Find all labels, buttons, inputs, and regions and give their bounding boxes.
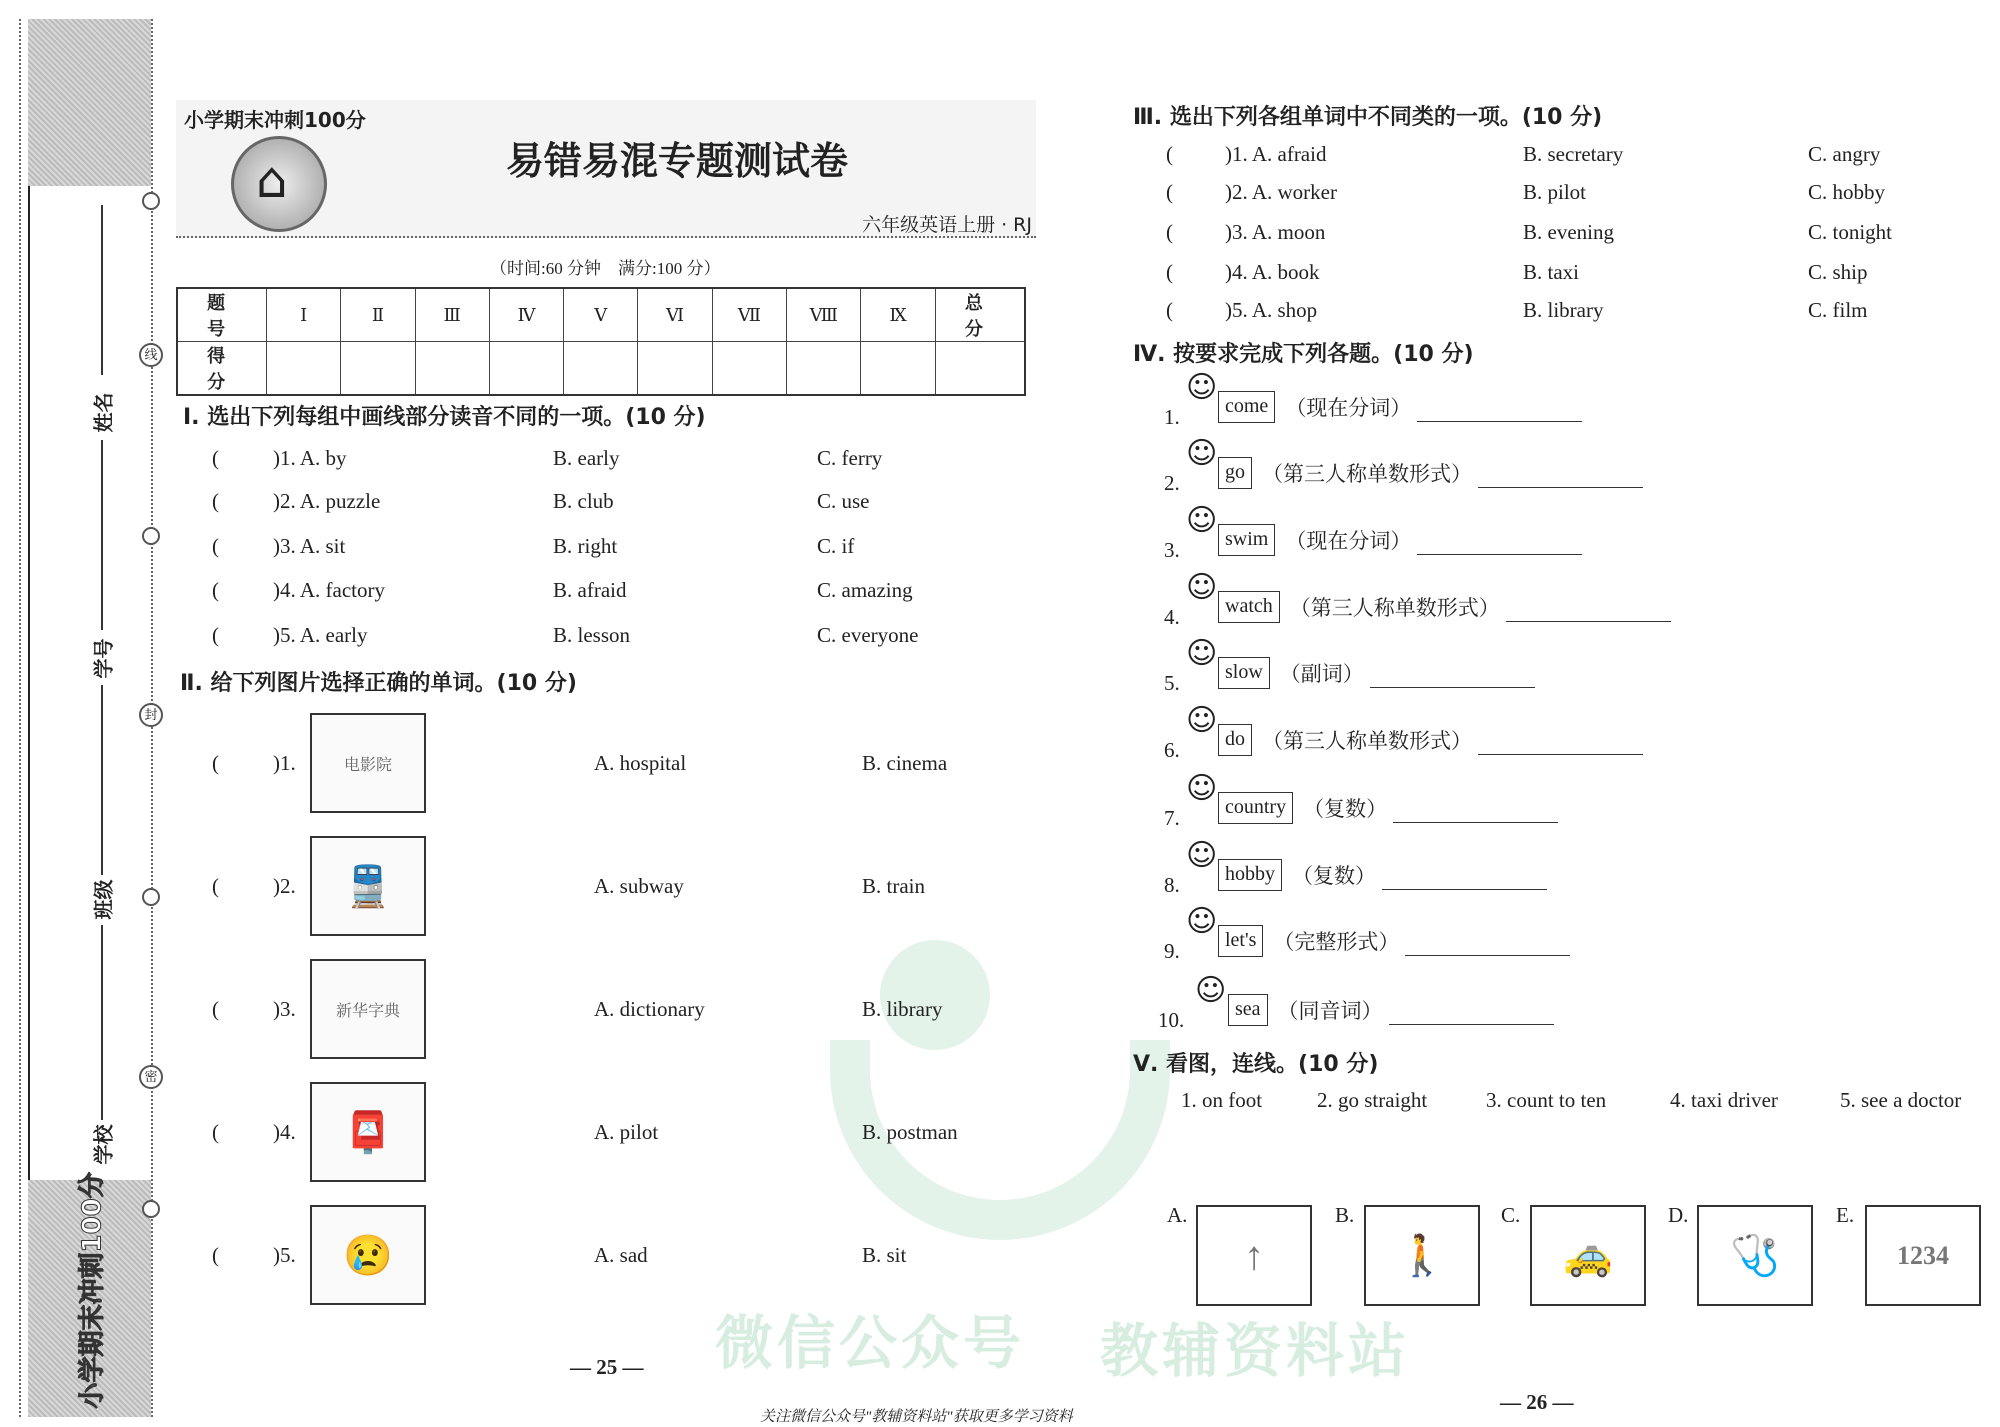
- score-cell[interactable]: [638, 342, 712, 396]
- requirement-with-blank: [1273, 926, 1570, 956]
- page-title: 易错易混专题测试卷: [506, 141, 849, 183]
- requirement: （现在分词）: [1285, 529, 1412, 553]
- answer-paren[interactable]: (: [212, 997, 219, 1021]
- word-box: sea: [1228, 994, 1268, 1026]
- col-header: Ⅶ: [712, 288, 786, 342]
- section5-heading: Ⅴ. 看图，连线。(10 分): [1133, 1052, 1379, 1077]
- kid-figure-icon: ☺: [1186, 570, 1218, 605]
- kid-figure-icon: ☺: [1186, 636, 1218, 671]
- answer-paren[interactable]: (: [1166, 142, 1173, 166]
- word-and-requirement: [1218, 591, 1671, 623]
- word-and-requirement: [1218, 792, 1558, 824]
- total-header: 总 分: [935, 288, 1025, 342]
- picture-label: E.: [1836, 1203, 1855, 1227]
- match-picture[interactable]: [1530, 1205, 1646, 1306]
- page-number-right: — 26 —: [1500, 1390, 1574, 1414]
- option-a: )4. A. factory: [273, 578, 385, 602]
- option-b: B. cinema: [862, 751, 948, 775]
- option-a: )4. A. book: [1225, 260, 1320, 284]
- match-phrase[interactable]: 2. go straight: [1317, 1088, 1428, 1112]
- word-box: country: [1218, 792, 1293, 824]
- option-c: C. amazing: [817, 578, 913, 602]
- question-number: )2.: [273, 874, 296, 898]
- word-and-requirement: [1218, 657, 1535, 689]
- option-b: B. early: [553, 446, 620, 470]
- item-number: 9.: [1164, 939, 1180, 963]
- picture-label: D.: [1668, 1203, 1689, 1227]
- requirement: （同音词）: [1277, 999, 1383, 1023]
- col-header: Ⅳ: [489, 288, 563, 342]
- option-c: C. everyone: [817, 623, 919, 647]
- answer-paren[interactable]: (: [1166, 298, 1173, 322]
- item-number: 10.: [1158, 1008, 1185, 1032]
- answer-paren[interactable]: (: [212, 1243, 219, 1267]
- time-note: （时间:60 分钟 满分:100 分）: [490, 259, 721, 278]
- seal-char: 密: [139, 1065, 163, 1089]
- requirement-with-blank: [1290, 592, 1671, 622]
- logo-text: 小学期末冲刺100分: [184, 108, 366, 132]
- answer-blank[interactable]: [1417, 402, 1582, 422]
- match-picture[interactable]: [1697, 1205, 1813, 1306]
- item-number: 5.: [1164, 671, 1180, 695]
- option-a: )2. A. worker: [1225, 180, 1337, 204]
- kid-figure-icon: ☺: [1186, 904, 1218, 939]
- requirement-with-blank: [1262, 458, 1643, 488]
- answer-blank[interactable]: [1405, 936, 1570, 956]
- picture-content: 🩺: [1730, 1233, 1780, 1278]
- question-picture: [310, 1082, 426, 1182]
- requirement-with-blank: [1285, 392, 1582, 422]
- word-box: slow: [1218, 657, 1270, 689]
- answer-blank[interactable]: [1370, 668, 1535, 688]
- match-picture[interactable]: [1196, 1205, 1312, 1306]
- answer-paren[interactable]: (: [1166, 260, 1173, 284]
- answer-blank[interactable]: [1417, 535, 1582, 555]
- option-b: B. sit: [862, 1243, 907, 1267]
- kid-figure-icon: ☺: [1186, 771, 1218, 806]
- option-c: C. film: [1808, 298, 1868, 322]
- item-number: 2.: [1164, 471, 1180, 495]
- item-number: 3.: [1164, 538, 1180, 562]
- section2-heading: Ⅱ. 给下列图片选择正确的单词。(10 分): [180, 671, 577, 696]
- kid-figure-icon: ☺: [1195, 973, 1227, 1008]
- question-picture: [310, 836, 426, 936]
- option-b: B. club: [553, 489, 614, 513]
- item-number: 7.: [1164, 806, 1180, 830]
- answer-blank[interactable]: [1393, 803, 1558, 823]
- option-a: )1. A. afraid: [1225, 142, 1327, 166]
- option-c: C. ferry: [817, 446, 883, 470]
- option-a: )3. A. moon: [1225, 220, 1326, 244]
- picture-caption: 电影院: [343, 756, 392, 774]
- answer-paren[interactable]: (: [212, 623, 219, 647]
- student-id-field-label: 学号: [91, 638, 116, 679]
- col-header: Ⅸ: [861, 288, 935, 342]
- item-number: 1.: [1164, 405, 1180, 429]
- kid-figure-icon: ☺: [1186, 370, 1218, 405]
- col-header: Ⅰ: [267, 288, 341, 342]
- col-header: Ⅴ: [564, 288, 638, 342]
- picture-caption: 新华字典: [335, 1002, 400, 1020]
- house-icon: ⌂: [256, 151, 288, 209]
- word-and-requirement: [1218, 925, 1570, 957]
- option-a: )1. A. by: [273, 446, 347, 470]
- requirement: （第三人称单数形式）: [1262, 729, 1472, 753]
- word-box: do: [1218, 724, 1252, 756]
- picture-content: 1234: [1897, 1240, 1949, 1270]
- kid-figure-icon: ☺: [1186, 503, 1218, 538]
- option-b: B. right: [553, 534, 618, 558]
- word-box: hobby: [1218, 859, 1282, 891]
- requirement: （副词）: [1279, 662, 1364, 686]
- answer-paren[interactable]: (: [1166, 180, 1173, 204]
- option-c: C. use: [817, 489, 870, 513]
- word-and-requirement: [1228, 994, 1554, 1026]
- requirement: （完整形式）: [1273, 930, 1400, 954]
- row-label: 得 分: [177, 342, 267, 396]
- requirement: （第三人称单数形式）: [1289, 596, 1500, 620]
- school-field-label: 学校: [91, 1124, 116, 1165]
- option-a: A. dictionary: [594, 997, 705, 1021]
- row-label: 题 号: [177, 288, 267, 342]
- requirement: （第三人称单数形式）: [1262, 462, 1472, 486]
- answer-paren[interactable]: (: [212, 1120, 219, 1144]
- score-cell[interactable]: [712, 342, 786, 396]
- score-cell[interactable]: [861, 342, 935, 396]
- score-cell[interactable]: [415, 342, 489, 396]
- picture-content: ↑: [1244, 1233, 1264, 1278]
- option-c: C. if: [817, 534, 855, 558]
- option-b: B. train: [862, 874, 925, 898]
- option-a: )3. A. sit: [273, 534, 346, 558]
- grade-subtitle: 六年级英语上册 · RJ: [862, 214, 1032, 236]
- answer-paren[interactable]: (: [212, 874, 219, 898]
- name-field-label: 姓名: [91, 392, 116, 433]
- option-a: A. subway: [594, 874, 684, 898]
- option-b: B. taxi: [1523, 260, 1579, 284]
- answer-paren[interactable]: (: [1166, 220, 1173, 244]
- item-number: 6.: [1164, 738, 1180, 762]
- option-a: A. pilot: [594, 1120, 659, 1144]
- question-picture: [310, 959, 426, 1059]
- requirement-with-blank: [1285, 525, 1582, 555]
- option-b: B. postman: [862, 1120, 958, 1144]
- col-header: Ⅲ: [415, 288, 489, 342]
- option-c: C. angry: [1808, 142, 1881, 166]
- watermark-line2: 教辅资料站: [1100, 1317, 1411, 1385]
- answer-blank[interactable]: [1506, 602, 1671, 622]
- question-number: )4.: [273, 1120, 296, 1144]
- option-a: A. sad: [594, 1243, 648, 1267]
- requirement-with-blank: [1292, 860, 1547, 890]
- option-a: )5. A. shop: [1225, 298, 1318, 322]
- match-picture[interactable]: [1865, 1205, 1981, 1306]
- item-number: 8.: [1164, 873, 1180, 897]
- picture-caption: 🚆: [343, 863, 393, 909]
- picture-caption: 😢: [343, 1232, 393, 1278]
- watermark-line1: 微信公众号: [715, 1309, 1026, 1377]
- option-a: )2. A. puzzle: [273, 489, 381, 513]
- question-number: )1.: [273, 751, 296, 775]
- score-cell[interactable]: [267, 342, 341, 396]
- match-phrase[interactable]: 4. taxi driver: [1670, 1088, 1778, 1112]
- item-number: 4.: [1164, 605, 1180, 629]
- word-and-requirement: [1218, 859, 1547, 891]
- section1-heading: Ⅰ. 选出下列每组中画线部分读音不同的一项。(10 分): [183, 405, 706, 430]
- question-picture: [310, 1205, 426, 1305]
- option-b: B. library: [1523, 298, 1604, 322]
- requirement: （复数）: [1303, 797, 1388, 821]
- match-phrase[interactable]: 5. see a doctor: [1840, 1088, 1962, 1112]
- requirement: （现在分词）: [1285, 396, 1412, 420]
- picture-caption: 📮: [343, 1109, 393, 1155]
- word-and-requirement: [1218, 457, 1643, 489]
- option-c: C. ship: [1808, 260, 1868, 284]
- picture-content: 🚶: [1397, 1233, 1447, 1278]
- match-phrase[interactable]: 3. count to ten: [1486, 1088, 1607, 1112]
- question-number: )5.: [273, 1243, 296, 1267]
- option-a: )5. A. early: [273, 623, 368, 647]
- requirement-with-blank: [1280, 658, 1535, 688]
- option-b: B. secretary: [1523, 142, 1624, 166]
- score-cell[interactable]: [935, 342, 1025, 396]
- answer-blank[interactable]: [1478, 468, 1643, 488]
- answer-paren[interactable]: (: [212, 578, 219, 602]
- word-and-requirement: [1218, 524, 1582, 556]
- col-header: Ⅷ: [787, 288, 861, 342]
- score-cell[interactable]: [564, 342, 638, 396]
- answer-paren[interactable]: (: [212, 446, 219, 470]
- col-header: Ⅵ: [638, 288, 712, 342]
- picture-label: B.: [1335, 1203, 1355, 1227]
- word-box: come: [1218, 391, 1275, 423]
- option-b: B. library: [862, 997, 943, 1021]
- kid-figure-icon: ☺: [1186, 703, 1218, 738]
- section3-heading: Ⅲ. 选出下列各组单词中不同类的一项。(10 分): [1133, 105, 1603, 130]
- sidebar-brand: 小学期末冲刺100分: [77, 1172, 108, 1409]
- section4-heading: Ⅳ. 按要求完成下列各题。(10 分): [1133, 342, 1474, 367]
- option-c: C. hobby: [1808, 180, 1886, 204]
- question-number: )3.: [273, 997, 296, 1021]
- answer-blank[interactable]: [1382, 870, 1547, 890]
- requirement-with-blank: [1262, 725, 1643, 755]
- answer-paren[interactable]: (: [212, 489, 219, 513]
- footer-note: 关注微信公众号"教辅资料站"获取更多学习资料: [760, 1409, 1073, 1425]
- score-cell[interactable]: [341, 342, 415, 396]
- requirement: （复数）: [1292, 864, 1376, 888]
- score-cell[interactable]: [489, 342, 563, 396]
- word-and-requirement: [1218, 391, 1582, 423]
- requirement-with-blank: [1278, 995, 1554, 1025]
- word-box: go: [1218, 457, 1252, 489]
- kid-figure-icon: ☺: [1186, 838, 1218, 873]
- option-b: B. evening: [1523, 220, 1614, 244]
- option-c: C. tonight: [1808, 220, 1893, 244]
- class-field-label: 班级: [91, 879, 116, 920]
- answer-paren[interactable]: (: [212, 751, 219, 775]
- score-cell[interactable]: [787, 342, 861, 396]
- option-a: A. hospital: [594, 751, 687, 775]
- picture-label: A.: [1167, 1203, 1188, 1227]
- answer-blank[interactable]: [1389, 1005, 1554, 1025]
- option-b: B. afraid: [553, 578, 627, 602]
- option-b: B. pilot: [1523, 180, 1587, 204]
- option-b: B. lesson: [553, 623, 631, 647]
- picture-content: 🚕: [1563, 1233, 1613, 1278]
- question-picture: [310, 713, 426, 813]
- kid-figure-icon: ☺: [1186, 436, 1218, 471]
- word-box: swim: [1218, 524, 1275, 556]
- col-header: Ⅱ: [341, 288, 415, 342]
- answer-paren[interactable]: (: [212, 534, 219, 558]
- seal-char: 线: [139, 343, 163, 367]
- word-box: let's: [1218, 925, 1263, 957]
- page-number-left: — 25 —: [570, 1355, 644, 1379]
- picture-label: C.: [1501, 1203, 1521, 1227]
- match-picture[interactable]: [1364, 1205, 1480, 1306]
- match-phrase[interactable]: 1. on foot: [1181, 1088, 1263, 1112]
- answer-blank[interactable]: [1478, 735, 1643, 755]
- word-box: watch: [1218, 591, 1280, 623]
- page-header: [176, 100, 1036, 238]
- score-table: [176, 287, 1026, 396]
- requirement-with-blank: [1303, 793, 1558, 823]
- word-and-requirement: [1218, 724, 1643, 756]
- seal-char: 封: [139, 703, 163, 727]
